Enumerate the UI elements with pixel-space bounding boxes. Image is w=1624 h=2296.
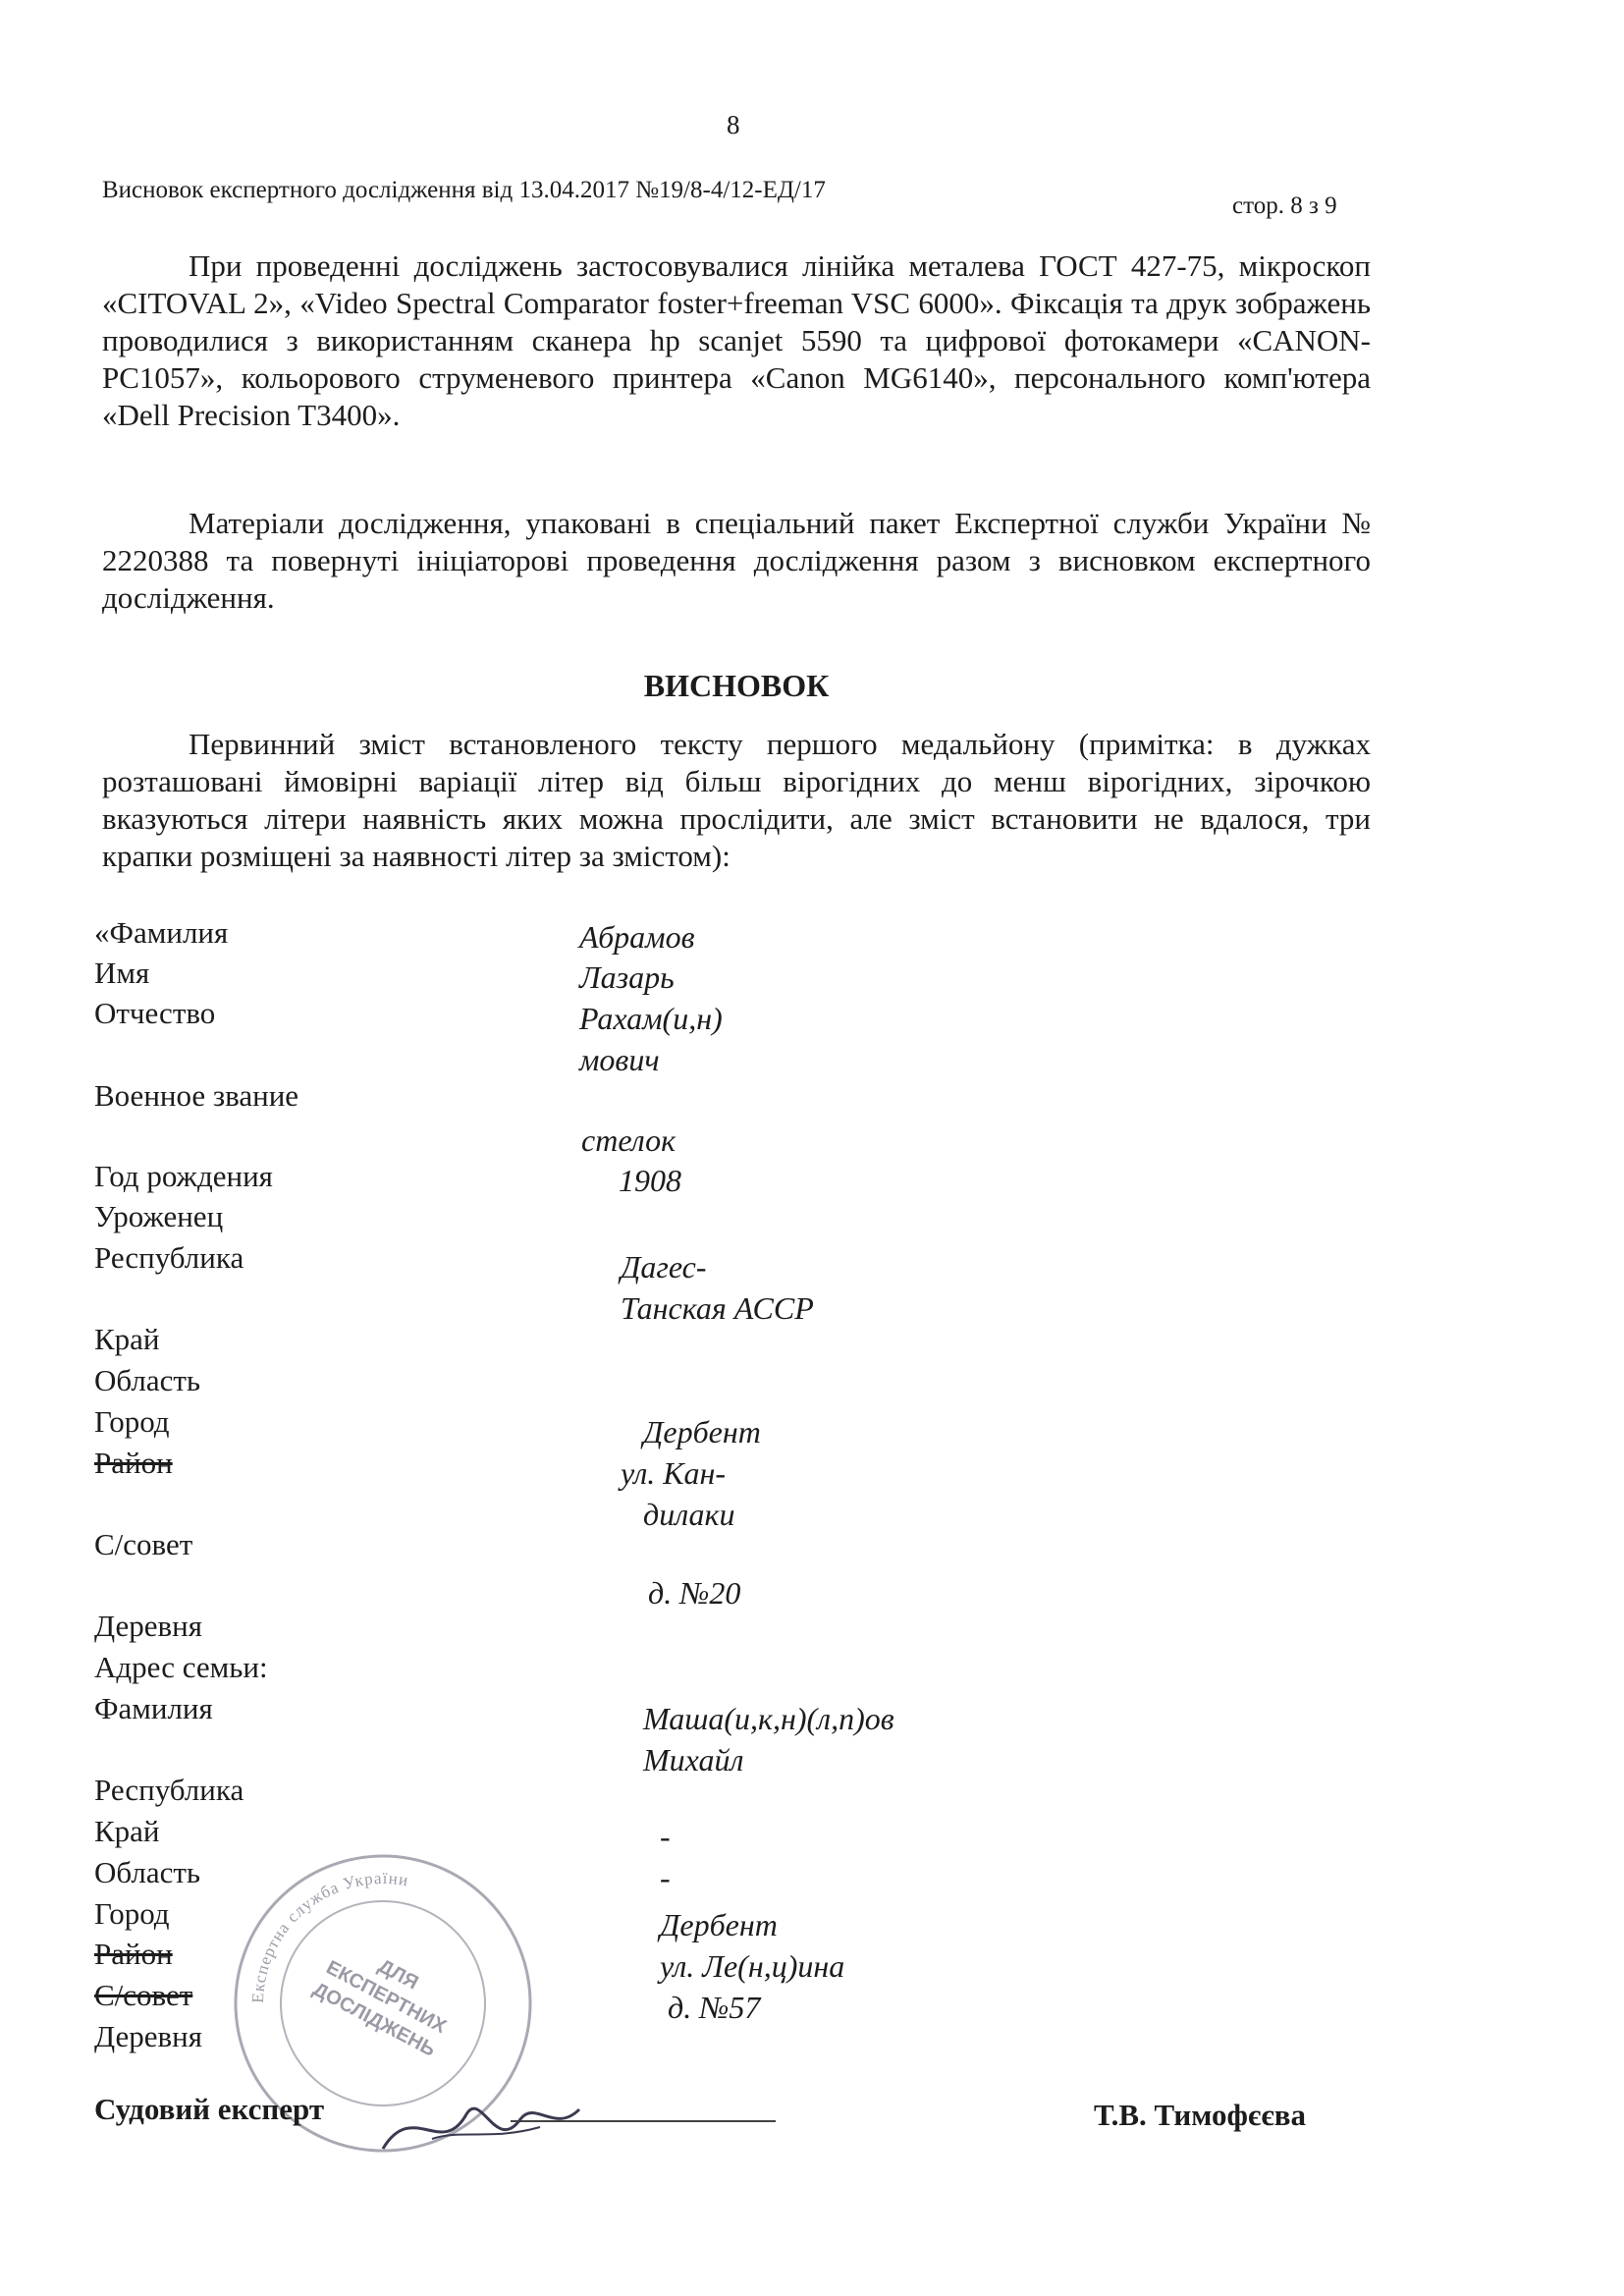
label-oblast: Область xyxy=(94,1363,201,1397)
label-village-council: С/совет xyxy=(94,1527,193,1561)
label-family-village-council: С/совет xyxy=(94,1978,193,2012)
label-family-surname: Фамилия xyxy=(94,1691,213,1725)
value-patronymic-2: мович xyxy=(579,1042,660,1077)
value-family-street: ул. Ле(н,ц)ина xyxy=(660,1948,845,1984)
label-family-republic: Республика xyxy=(94,1773,244,1807)
value-family-house-number: д. №57 xyxy=(668,1990,761,2025)
stamp-ring-text: Експертна служба України xyxy=(247,1868,410,2004)
value-house-number: д. №20 xyxy=(648,1575,741,1611)
label-native-of: Уроженец xyxy=(94,1199,224,1233)
label-surname: «Фамилия xyxy=(94,915,229,950)
value-family-city: Дербент xyxy=(660,1907,778,1942)
label-name: Имя xyxy=(94,956,150,990)
value-family-krai: - xyxy=(660,1819,671,1854)
label-birth-year: Год рождения xyxy=(94,1159,273,1193)
label-republic: Республика xyxy=(94,1240,244,1275)
label-family-village: Деревня xyxy=(94,2019,203,2053)
label-family-district: Район xyxy=(94,1937,173,1971)
value-surname: Абрамов xyxy=(579,919,695,955)
label-city: Город xyxy=(94,1404,170,1439)
value-family-oblast: - xyxy=(660,1860,671,1895)
label-family-oblast: Область xyxy=(94,1855,201,1889)
value-name: Лазарь xyxy=(579,959,675,995)
label-village: Деревня xyxy=(94,1609,203,1643)
label-patronymic: Отчество xyxy=(94,996,216,1030)
value-republic-1: Дагес- xyxy=(621,1249,707,1285)
header-page-count: стор. 8 з 9 xyxy=(1232,192,1337,219)
paragraph-materials: Матеріали дослідження, упаковані в спеціальний пакет Експертної служби України № 2220388 та повернуті ініціаторові проведення дослідження разом з висновком експертного дослідження. xyxy=(102,506,1371,615)
label-military-rank: Военное звание xyxy=(94,1078,299,1113)
stamp-center-text: ДЛЯ ЕКСПЕРТНИХ ДОСЛІДЖЕНЬ xyxy=(309,1955,451,2061)
value-street-1: ул. Кан- xyxy=(621,1455,727,1491)
label-district: Район xyxy=(94,1446,173,1480)
label-family-krai: Край xyxy=(94,1814,160,1848)
value-birth-year: 1908 xyxy=(619,1163,681,1198)
paragraph-equipment: При проведенні досліджень застосовувалися лінійка металева ГОСТ 427-75, мікроскоп «CITOVAL 2», «Video Spectral Comparator foster+freeman VSC 6000». Фіксація та друк зображень проводилися з використанням сканера hp scanjet 5590 та цифрової фотокамери «CANON-PC1057», кольорового струменевого принтера «Canon MG6140», персонального комп'ютера «Dell Precision T3400». xyxy=(102,248,1371,432)
label-family-address: Адрес семьи: xyxy=(94,1650,268,1684)
page-number: 8 xyxy=(727,110,740,139)
value-family-surname: Маша(и,к,н)(л,п)ов xyxy=(643,1701,894,1736)
paragraph-conclusion: Первинний зміст встановленого тексту першого медальйону (примітка: в дужках розташовані ймовірні варіації літер від більш вірогідних до менш вірогідних, зірочкою вказуються літери наявність яких можна прослідити, але зміст встановити не вдалося, три крапки розміщені за наявності літер за змістом): xyxy=(102,727,1371,873)
value-republic-2: Танская АССР xyxy=(621,1290,814,1326)
label-krai: Край xyxy=(94,1322,160,1356)
signature-role: Судовий експерт xyxy=(94,2092,325,2126)
signature-name: Т.В. Тимофєєва xyxy=(1094,2098,1306,2132)
conclusion-heading: ВИСНОВОК xyxy=(643,668,830,703)
handwritten-signature-icon xyxy=(373,2080,589,2168)
value-city: Дербент xyxy=(643,1414,761,1449)
value-family-name: Михайл xyxy=(643,1742,744,1777)
value-patronymic-1: Рахам(и,н) xyxy=(579,1001,723,1036)
header-document-ref: Висновок експертного дослідження від 13.04.2017 №19/8-4/12-ЕД/17 xyxy=(102,177,826,203)
label-family-city: Город xyxy=(94,1896,170,1931)
value-street-2: дилаки xyxy=(643,1497,735,1532)
value-military-rank: стелок xyxy=(581,1122,677,1158)
